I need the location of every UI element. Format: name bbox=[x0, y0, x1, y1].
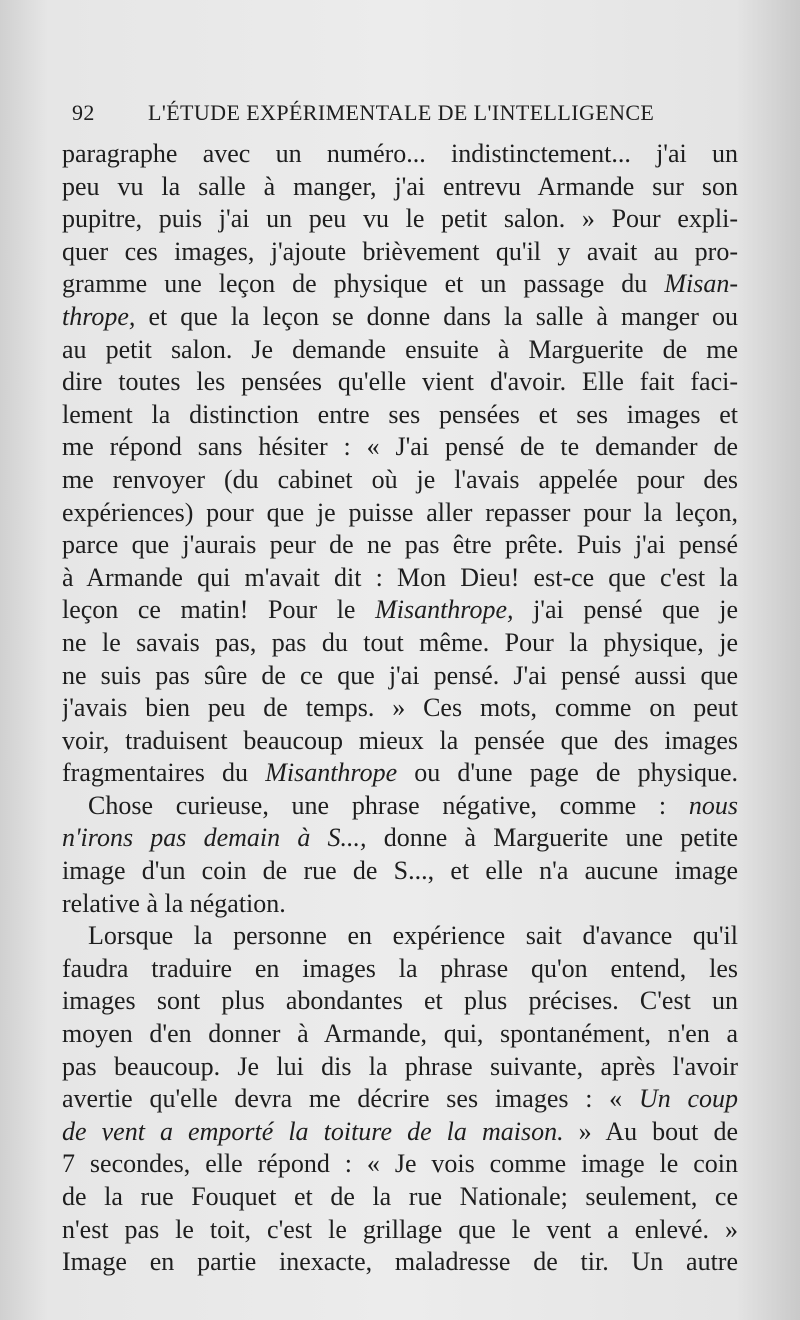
text-segment: Lorsque la personne en expérience sait d'avance qu'il bbox=[88, 921, 738, 951]
text-segment: faudra traduire en images la phrase qu'on entend, les bbox=[62, 953, 738, 983]
text-segment: fragmentaires du bbox=[62, 758, 266, 788]
text-segment: et que la leçon se donne dans la salle à manger ou bbox=[135, 301, 738, 331]
text-line bbox=[62, 301, 738, 334]
text-line bbox=[62, 888, 738, 921]
text-line bbox=[62, 497, 738, 530]
text-line bbox=[62, 562, 738, 595]
text-line bbox=[62, 1018, 738, 1051]
text-segment: n'est pas le toit, c'est le grillage que le vent a enlevé. » bbox=[62, 1214, 738, 1244]
text-segment: quer ces images, j'ajoute brièvement qu'il y avait au pro- bbox=[62, 236, 738, 266]
text-segment: au petit salon. Je demande ensuite à Marguerite de me bbox=[62, 334, 738, 364]
running-title: L'ÉTUDE EXPÉRIMENTALE DE L'INTELLIGENCE bbox=[148, 100, 655, 125]
text-segment: images sont plus abondantes et plus précises. C'est un bbox=[62, 986, 738, 1016]
text-line bbox=[62, 594, 738, 627]
text-segment: ou d'une page de physique. bbox=[397, 758, 738, 788]
text-line bbox=[62, 171, 738, 204]
text-line bbox=[62, 1181, 738, 1214]
text-line bbox=[62, 334, 738, 367]
text-segment: » Au bout de bbox=[563, 1116, 738, 1146]
text-segment: Image en partie inexacte, maladresse de tir. Un autre bbox=[62, 1247, 738, 1277]
text-line bbox=[62, 1051, 738, 1084]
text-line bbox=[62, 1116, 738, 1149]
text-segment: voir, traduisent beaucoup mieux la pensée que des images bbox=[62, 725, 738, 755]
text-segment: me répond sans hésiter : « J'ai pensé de te demander de bbox=[62, 432, 738, 462]
text-line bbox=[62, 399, 738, 432]
text-line bbox=[62, 725, 738, 758]
text-segment: dire toutes les pensées qu'elle vient d'avoir. Elle fait faci- bbox=[62, 367, 738, 397]
italic-text: Misanthrope, bbox=[375, 595, 514, 625]
text-line bbox=[62, 985, 738, 1018]
italic-text: de vent a emporté la toiture de la maison. bbox=[62, 1116, 564, 1146]
text-line bbox=[62, 757, 738, 790]
page-number: 92 bbox=[72, 100, 95, 125]
text-segment: ne le savais pas, pas du tout même. Pour la physique, je bbox=[62, 627, 738, 657]
italic-text: n'irons pas demain à S..., bbox=[62, 823, 367, 853]
text-segment: à Armande qui m'avait dit : Mon Dieu! est-ce que c'est la bbox=[62, 562, 738, 592]
text-segment: peu vu la salle à manger, j'ai entrevu Armande sur son bbox=[62, 171, 738, 201]
text-line bbox=[62, 431, 738, 464]
text-segment: j'ai pensé que je bbox=[513, 595, 738, 625]
running-head bbox=[72, 100, 672, 130]
text-line bbox=[62, 1083, 738, 1116]
text-line bbox=[62, 464, 738, 497]
italic-text: Misanthrope bbox=[265, 758, 398, 788]
text-line bbox=[62, 1214, 738, 1247]
text-segment: avertie qu'elle devra me décrire ses images : « bbox=[62, 1084, 639, 1114]
text-segment: Chose curieuse, une phrase négative, comme : bbox=[88, 790, 689, 820]
text-segment: j'avais bien peu de temps. » Ces mots, comme on peut bbox=[62, 693, 738, 723]
text-line bbox=[62, 138, 738, 171]
text-line bbox=[62, 692, 738, 725]
italic-text: thrope, bbox=[62, 301, 136, 331]
text-segment: ne suis pas sûre de ce que j'ai pensé. J'ai pensé aussi que bbox=[62, 660, 738, 690]
text-segment: relative à la négation. bbox=[62, 888, 286, 918]
text-line bbox=[62, 366, 738, 399]
text-line bbox=[62, 953, 738, 986]
text-line bbox=[62, 822, 738, 855]
text-line bbox=[62, 268, 738, 301]
text-segment: parce que j'aurais peur de ne pas être prête. Puis j'ai pensé bbox=[62, 530, 738, 560]
text-line bbox=[62, 627, 738, 660]
text-line bbox=[62, 1148, 738, 1181]
text-segment: expériences) pour que je puisse aller repasser pour la leçon, bbox=[62, 497, 738, 527]
italic-text: Un coup bbox=[638, 1084, 738, 1114]
text-line bbox=[62, 529, 738, 562]
text-line bbox=[62, 790, 738, 823]
text-segment: moyen d'en donner à Armande, qui, spontanément, n'en a bbox=[62, 1019, 738, 1049]
italic-text: Misan- bbox=[664, 269, 738, 299]
text-line bbox=[62, 1246, 738, 1279]
text-segment: me renvoyer (du cabinet où je l'avais appelée pour des bbox=[62, 464, 738, 494]
text-segment: gramme une leçon de physique et un passage du bbox=[62, 269, 665, 299]
text-segment: leçon ce matin! Pour le bbox=[62, 595, 376, 625]
text-line bbox=[62, 920, 738, 953]
text-segment: image d'un coin de rue de S..., et elle n'a aucune image bbox=[62, 856, 738, 886]
text-segment: lement la distinction entre ses pensées et ses images et bbox=[62, 399, 738, 429]
body-text bbox=[62, 138, 738, 1279]
text-segment: 7 secondes, elle répond : « Je vois comme image le coin bbox=[62, 1149, 738, 1179]
text-segment: paragraphe avec un numéro... indistinctement... j'ai un bbox=[62, 139, 738, 168]
text-segment: de la rue Fouquet et de la rue Nationale; seulement, ce bbox=[62, 1182, 738, 1211]
text-line bbox=[62, 660, 738, 693]
italic-text: nous bbox=[688, 790, 738, 820]
text-segment: donne à Marguerite une petite bbox=[366, 823, 738, 853]
text-segment: pas beaucoup. Je lui dis la phrase suivante, après l'avoir bbox=[62, 1051, 738, 1081]
text-line bbox=[62, 236, 738, 269]
text-line bbox=[62, 203, 738, 236]
text-segment: pupitre, puis j'ai un peu vu le petit salon. » Pour expli- bbox=[62, 204, 738, 234]
text-line bbox=[62, 855, 738, 888]
